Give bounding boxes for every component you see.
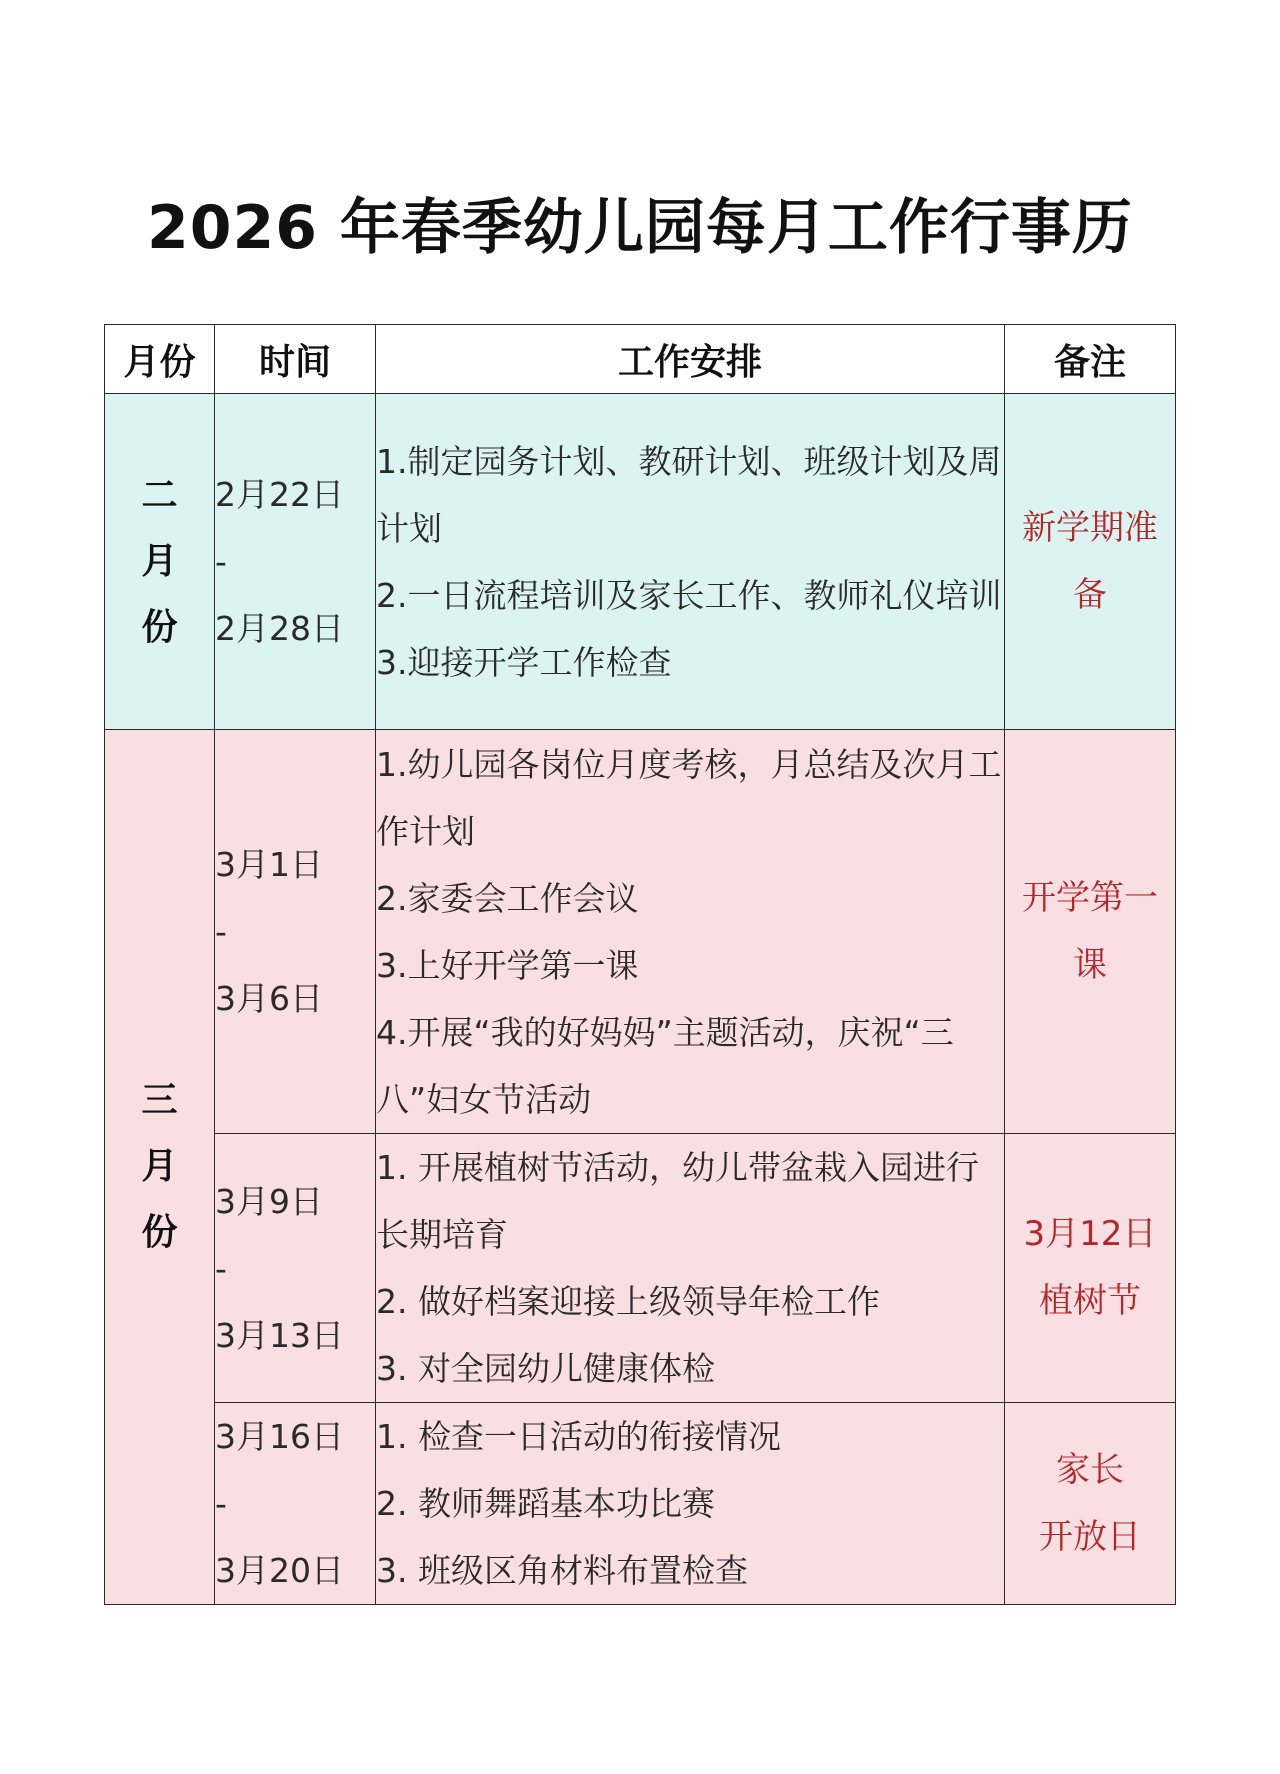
time-dash: -: [215, 1484, 227, 1523]
note-line: 开学第一: [1022, 877, 1158, 918]
work-item: 1. 检查一日活动的衔接情况: [376, 1417, 781, 1456]
work-item: 1. 开展植树节活动，幼儿带盆栽入园进行长期培育: [376, 1148, 979, 1254]
note-line: 开放日: [1039, 1516, 1141, 1557]
month-char: 份: [141, 606, 178, 648]
time-end: 3月20日: [215, 1551, 344, 1590]
work-item: 2. 做好档案迎接上级领导年检工作: [376, 1282, 880, 1321]
work-item: 1.幼儿园各岗位月度考核，月总结及次月工作计划: [376, 744, 1002, 851]
note-line: 3月12日: [1023, 1214, 1157, 1254]
work-item: 3. 班级区角材料布置检查: [376, 1551, 748, 1590]
time-dash: -: [215, 912, 227, 951]
header-work: 工作安排: [376, 325, 1005, 394]
time-end: 3月13日: [215, 1315, 344, 1355]
table-row-february: [105, 394, 1176, 730]
note-line: 课: [1073, 944, 1107, 985]
header-month: 月份: [105, 325, 215, 394]
table-row-march-week-2: [105, 1134, 1176, 1403]
month-cell-march: [105, 730, 215, 1605]
time-cell: [215, 1403, 376, 1605]
page-title: 2026 年春季幼儿园每月工作行事历: [147, 193, 1133, 263]
header-time: 时间: [215, 325, 376, 394]
work-cell: [376, 730, 1005, 1134]
work-item: 3. 对全园幼儿健康体检: [376, 1349, 715, 1388]
work-item: 2.家委会工作会议: [376, 878, 639, 918]
work-item: 2. 教师舞蹈基本功比赛: [376, 1484, 715, 1523]
work-item: 1.制定园务计划、教研计划、班级计划及周计划: [376, 441, 1002, 548]
work-cell: [376, 1403, 1005, 1605]
table-row-march-week-3: [105, 1403, 1176, 1605]
month-char: 二: [141, 474, 178, 516]
table-header-row: [105, 325, 1176, 394]
time-start: 3月9日: [215, 1181, 323, 1221]
time-dash: -: [215, 542, 227, 581]
time-start: 3月16日: [215, 1417, 344, 1456]
header-note: 备注: [1005, 325, 1176, 394]
month-cell-february: [105, 394, 215, 730]
time-start: 3月1日: [215, 845, 323, 884]
work-cell: [376, 394, 1005, 730]
month-char: 月: [141, 540, 178, 582]
note-line: 家长: [1056, 1449, 1124, 1490]
month-char: 月: [141, 1146, 178, 1187]
note-cell: [1005, 1134, 1176, 1403]
time-end: 2月28日: [215, 609, 344, 648]
note-cell: [1005, 1403, 1176, 1605]
time-cell: [215, 730, 376, 1134]
note-line: 备: [1073, 574, 1107, 615]
work-item: 4.开展“我的好妈妈”主题活动，庆祝“三八”妇女节活动: [376, 1012, 954, 1119]
work-item: 3.上好开学第一课: [376, 945, 639, 985]
work-calendar-table: [104, 324, 1176, 1605]
month-char: 三: [141, 1080, 178, 1121]
time-cell: [215, 1134, 376, 1403]
note-line: 植树节: [1039, 1281, 1141, 1321]
table-row-march-week-1: [105, 730, 1176, 1134]
time-end: 3月6日: [215, 979, 323, 1018]
time-cell: [215, 394, 376, 730]
note-line: 新学期准: [1022, 507, 1158, 548]
work-cell: [376, 1134, 1005, 1403]
work-item: 3.迎接开学工作检查: [376, 642, 672, 682]
work-item: 2.一日流程培训及家长工作、教师礼仪培训: [376, 575, 1002, 615]
time-dash: -: [215, 1248, 227, 1288]
note-cell: [1005, 730, 1176, 1134]
time-start: 2月22日: [215, 475, 344, 514]
note-cell: [1005, 394, 1176, 730]
month-char: 份: [141, 1212, 178, 1253]
